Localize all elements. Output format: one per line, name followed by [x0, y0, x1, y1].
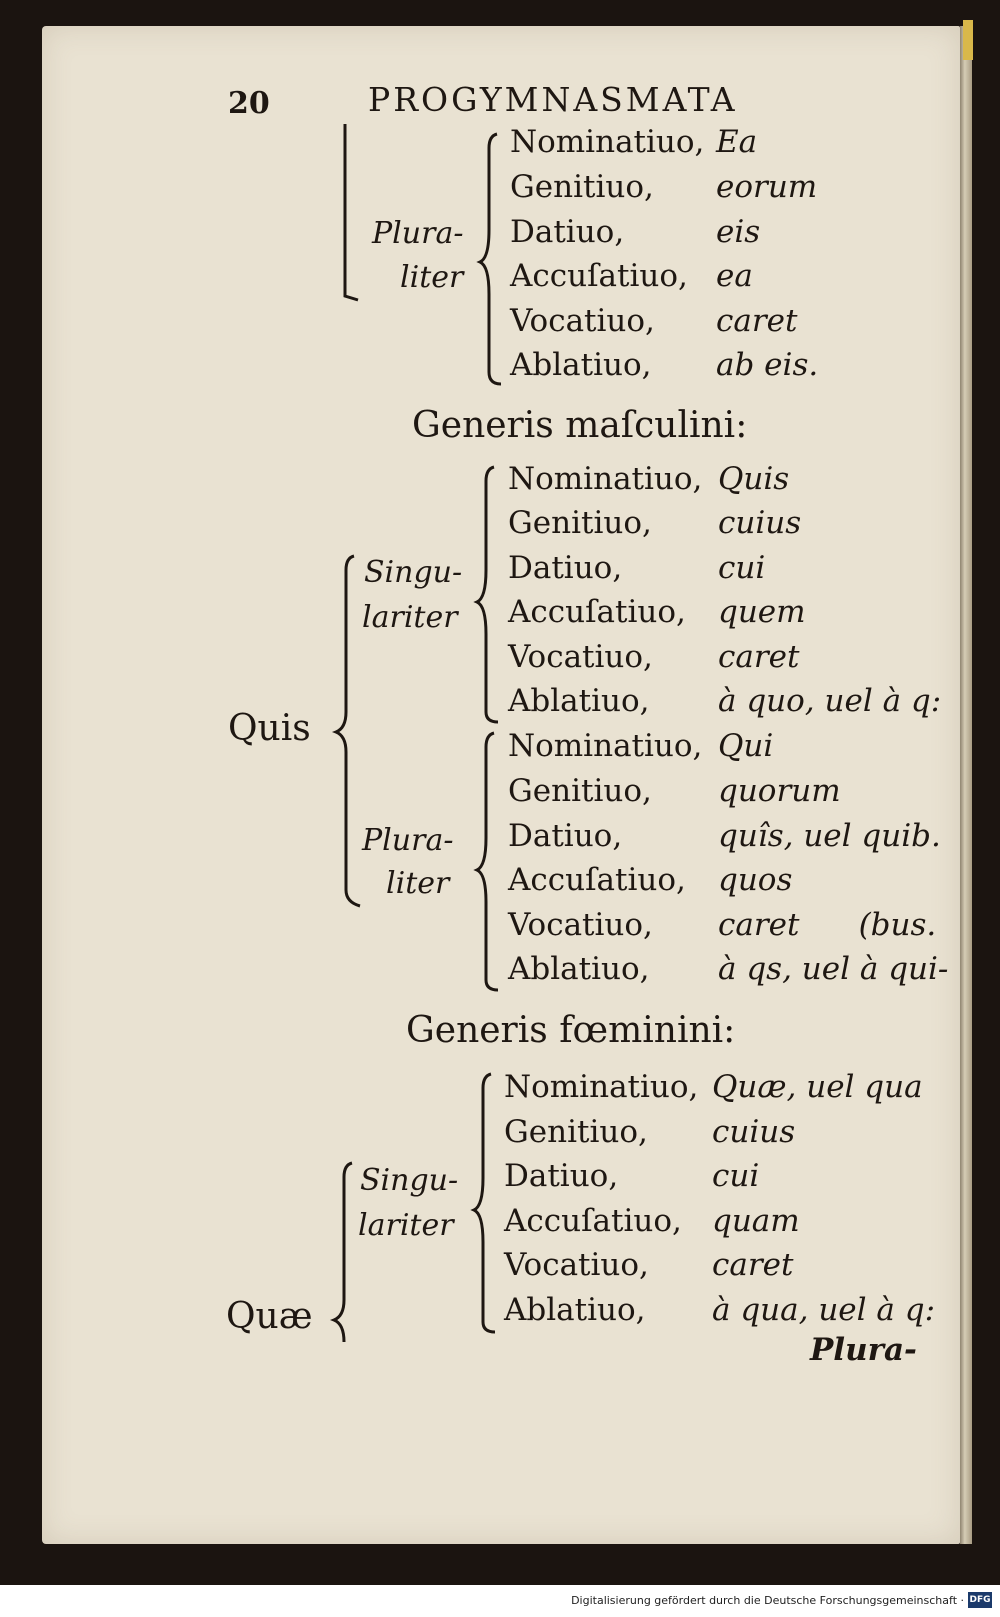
plural-label-1: Plura- — [372, 216, 464, 251]
case-label: Genitiuo, — [504, 1114, 648, 1150]
footer-bar — [0, 1585, 1000, 1617]
catchword: Plura- — [810, 1332, 917, 1368]
case-label: Accuſatiuo, — [508, 594, 686, 630]
singular-label-2: lariter — [358, 1208, 454, 1243]
case-label: Genitiuo, — [508, 773, 652, 809]
case-form: Qui — [718, 728, 774, 764]
case-form: quem — [718, 594, 806, 630]
case-form: Quis — [718, 461, 790, 497]
plural-label-2: liter — [400, 260, 464, 295]
case-form: Quæ, uel qua — [712, 1069, 923, 1105]
case-form: cui — [712, 1158, 760, 1194]
plural-label-2: liter — [386, 866, 450, 901]
case-label: Datiuo, — [508, 818, 623, 854]
case-form: caret (bus. — [718, 907, 937, 943]
case-label: Ablatiuo, — [504, 1292, 646, 1328]
case-form: cui — [718, 550, 766, 586]
case-label: Datiuo, — [504, 1158, 619, 1194]
case-label: Datiuo, — [510, 214, 625, 250]
paradigm-word: Quæ — [226, 1296, 313, 1337]
case-label: Ablatiuo, — [510, 347, 652, 383]
case-label: Vocatiuo, — [508, 907, 653, 943]
section-heading: Generis fœminini: — [406, 1010, 736, 1051]
case-form: caret — [718, 639, 800, 675]
case-label: Vocatiuo, — [504, 1247, 649, 1283]
case-label: Ablatiuo, — [508, 951, 650, 987]
case-form: caret — [716, 303, 798, 339]
case-form: à quo, uel à q: — [718, 683, 942, 719]
singular-label-1: Singu- — [360, 1163, 459, 1198]
case-form: caret — [712, 1247, 794, 1283]
case-form: quorum — [718, 773, 841, 809]
case-label: Accuſatiuo, — [510, 258, 688, 294]
dfg-logo: DFG — [968, 1592, 992, 1608]
case-label: Nominatiuo, — [504, 1069, 699, 1105]
case-label: Nominatiuo, — [508, 461, 703, 497]
case-form: cuius — [712, 1114, 796, 1150]
case-form: ab eis. — [716, 347, 819, 383]
case-form: quîs, uel quib. — [718, 818, 941, 854]
case-form: eis — [716, 214, 761, 250]
case-form: Ea — [716, 124, 758, 160]
case-label: Vocatiuo, — [508, 639, 653, 675]
case-form: quam — [712, 1203, 800, 1239]
case-label: Genitiuo, — [510, 169, 654, 205]
case-label: Genitiuo, — [508, 505, 652, 541]
case-form: à qua, uel à q: — [712, 1292, 936, 1328]
case-label: Accuſatiuo, — [508, 862, 686, 898]
footer-credit: Digitalisierung gefördert durch die Deutsche Forschungsgemeinschaft · — [571, 1594, 964, 1607]
case-form: quos — [718, 862, 793, 898]
running-title: PROGYMNASMATA — [368, 80, 738, 119]
case-label: Ablatiuo, — [508, 683, 650, 719]
case-form: ea — [716, 258, 753, 294]
case-label: Vocatiuo, — [510, 303, 655, 339]
case-label: Nominatiuo, — [508, 728, 703, 764]
plural-label-1: Plura- — [362, 823, 454, 858]
bookmark-tab — [963, 20, 973, 60]
case-form: eorum — [716, 169, 818, 205]
singular-label-1: Singu- — [364, 555, 463, 590]
section-heading: Generis maſculini: — [412, 405, 748, 446]
case-label: Accuſatiuo, — [504, 1203, 682, 1239]
case-label: Nominatiuo, — [510, 124, 705, 160]
page-edge — [960, 26, 972, 1544]
singular-label-2: lariter — [362, 600, 458, 635]
paradigm-word: Quis — [228, 708, 311, 749]
case-form: à qs, uel à qui- — [718, 951, 949, 987]
page-number: 20 — [228, 86, 270, 121]
case-label: Datiuo, — [508, 550, 623, 586]
case-form: cuius — [718, 505, 802, 541]
